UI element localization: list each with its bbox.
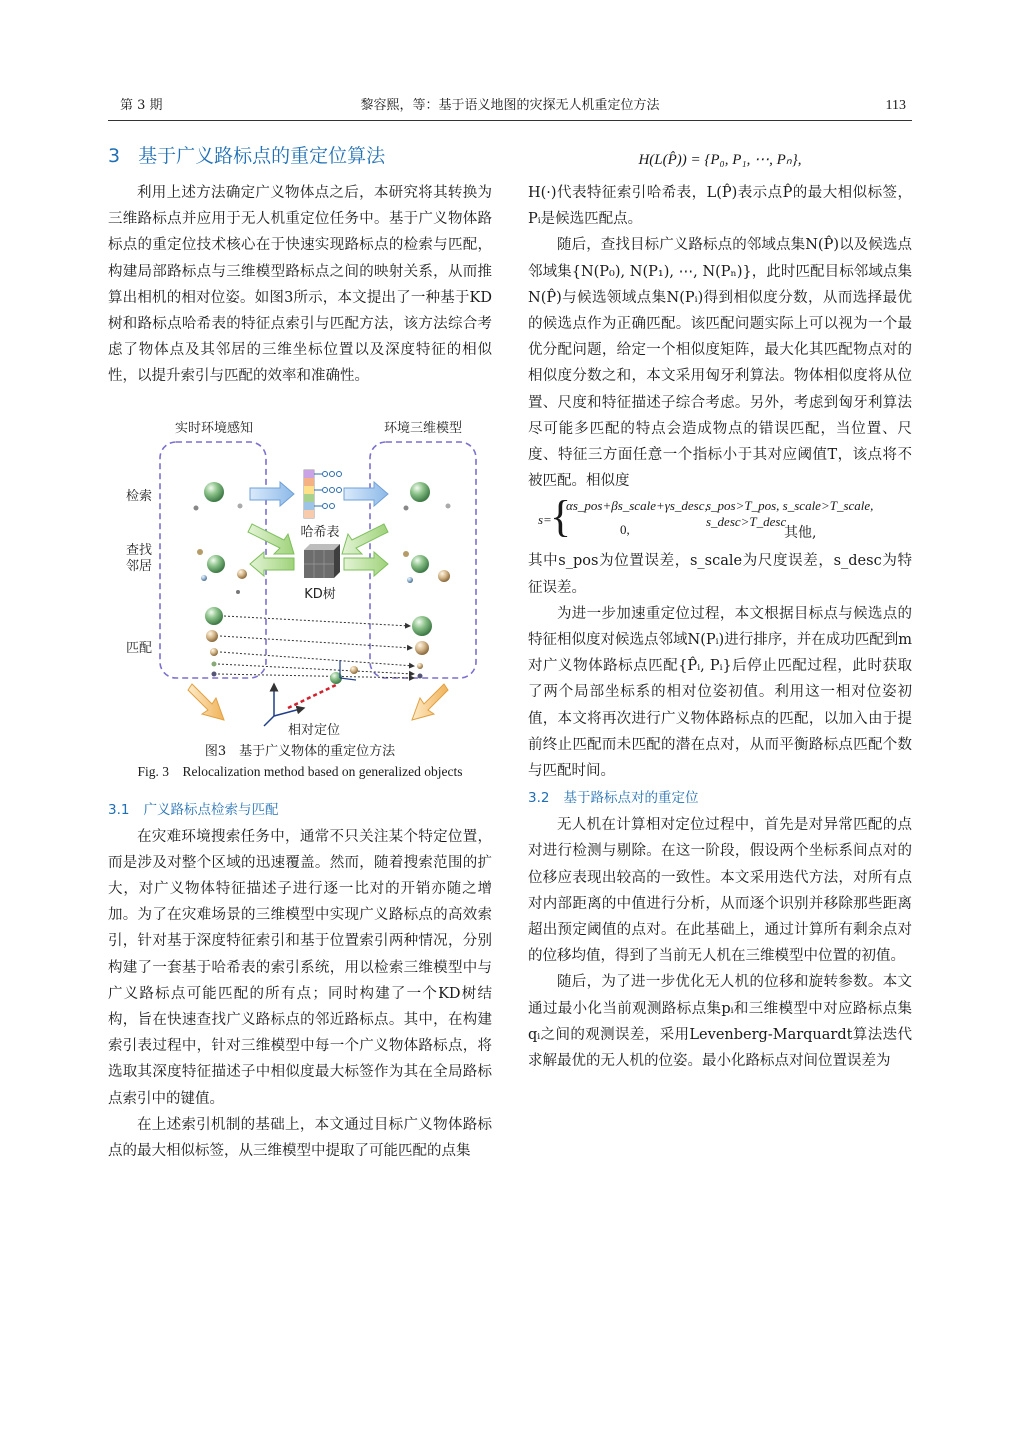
paragraph: 在灾难环境搜索任务中，通常不只关注某个特定位置，而是涉及对整个区域的迅速覆盖。然而，随着搜索范围的扩大，对广义物体特征描述子进行逐一比对的开销亦随之增加。为了在灾难场景的三维模型中实现广义路标点的高效索引，针对基于深度特征索引和基于位置索引两种情况，分别构建了一套基于哈希表的索引系统，用以检索三维模型中与广义路标点可能匹配的所有点；同时构建了一个KD树结构，旨在快速查找广义路标点的邻近路标点。其中，在构建索引表过程中，针对三维模型中每一个广义物体路标点，将选取其深度特征描述子中相似度最大标签作为其在全局路标点索引中的键值。 bbox=[108, 828, 492, 1107]
row-label-match: 匹配 bbox=[126, 640, 153, 656]
equation-hash: H(L(P̂)) = {P₀, P₁, ⋯, Pₙ}, bbox=[638, 152, 802, 168]
equation-case-2: 0, bbox=[620, 522, 630, 538]
point bbox=[194, 505, 199, 510]
to-kd-arrow-icon bbox=[248, 524, 294, 554]
sphere bbox=[415, 641, 429, 655]
point bbox=[417, 663, 423, 669]
paragraph: 为进一步加速重定位过程，本文根据目标点与候选点的特征相似度对候选点邻域N(Pᵢ)进行排序，并在成功匹配到m对广义物体路标点匹配{P̂ᵢ, Pᵢ}后停止匹配过程，此时获取了两个局部坐标系的相对位姿初值。利用这一相对位姿初值，本文将再次进行广义物体路标点的匹配，以加入由于提前终止匹配而未匹配的潜在点对，从而平衡路标点匹配个数与匹配时间。 bbox=[528, 605, 912, 780]
down-arrow-icon bbox=[412, 684, 448, 720]
left-column bbox=[108, 140, 492, 1164]
sphere bbox=[206, 630, 218, 642]
match-line bbox=[220, 652, 414, 666]
intro-paragraph: 利用上述方法确定广义物体点之后，本研究将其转换为三维路标点并应用于无人机重定位任务中。基于广义物体路标点的重定位技术核心在于快速实现路标点的检索与匹配，构建局部路标点与三维模型路标点之间的映射关系，从而推算出相机的相对位姿。如图3所示，本文提出了一种基于KD树和路标点哈希表的特征点索引与匹配方法，该方法综合考虑了物体点及其邻居的三维坐标位置以及深度特征的相似性，以提升索引与匹配的效率和准确性。 bbox=[108, 185, 492, 385]
paragraph: 无人机在计算相对定位过程中，首先是对异常匹配的点对进行检测与剔除。在这一阶段，假设两个坐标系间点对的位移应表现出较高的一致性。本文采用迭代方法，对所有点对内部距离的中值进行分析，从而逐个识别并移除那些距离超出预定阈值的点对。在此基础上，通过计算所有剩余点对的位移均值，得到了当前无人机在三维模型中位置的初值。 bbox=[528, 817, 912, 965]
subsection-heading bbox=[528, 784, 912, 812]
point bbox=[212, 671, 217, 676]
figure-caption-cn: 图3 基于广义物体的重定位方法 bbox=[204, 743, 396, 759]
row-label-retrieve: 检索 bbox=[126, 488, 153, 504]
sphere bbox=[207, 555, 225, 573]
point bbox=[418, 673, 423, 678]
equation-case-1: αs_pos+βs_scale+γs_desc, bbox=[566, 498, 708, 514]
right-column bbox=[528, 140, 912, 1074]
hash-table-icon bbox=[304, 470, 342, 518]
section-title: 基于广义路标点的重定位算法 bbox=[138, 145, 386, 167]
point bbox=[404, 505, 409, 510]
retrieve-arrow-icon bbox=[250, 482, 294, 506]
point bbox=[197, 549, 203, 555]
neighbor-arrow-icon bbox=[250, 552, 294, 576]
figure-3 bbox=[108, 408, 492, 742]
paragraph: 其中s_pos为位置误差，s_scale为尺度误差，s_desc为特征误差。 bbox=[528, 553, 912, 596]
section-number: 3 bbox=[108, 145, 121, 167]
retrieve-arrow-icon bbox=[344, 482, 388, 506]
point bbox=[407, 577, 413, 583]
paragraph: 随后，为了进一步优化无人机的位移和旋转参数。本文通过最小化当前观测路标点集pᵢ和三维模型中对应路标点集qᵢ之间的观测误差，采用Levenberg-Marquardt算法迭代求解最优的无人机的位姿。最小化路标点对间位置误差为 bbox=[528, 974, 912, 1070]
equation-case-2-condition: 其他, bbox=[784, 525, 817, 542]
sphere bbox=[411, 555, 429, 573]
brace-icon: { bbox=[550, 492, 572, 542]
paragraph: 在上述索引机制的基础上，本文通过目标广义物体路标点的最大相似标签，从三维模型中提取了可能匹配的点集 bbox=[108, 1116, 492, 1160]
equation-similarity bbox=[528, 494, 912, 548]
sphere bbox=[410, 482, 430, 502]
sphere bbox=[438, 570, 450, 582]
to-kd-arrow-icon bbox=[342, 524, 388, 554]
row-label-neighbor-2: 邻居 bbox=[126, 558, 153, 574]
hash-table-label: 哈希表 bbox=[300, 524, 340, 540]
paragraph: 随后，查找目标广义路标点的邻域点集N(P̂)以及候选点邻域集{N(P₀), N(P₁), ⋯, N(Pₙ)}，此时匹配目标邻域点集N(P̂)与候选领域点集N(Pᵢ)得到相似度分数，从而选择最优的候选点作为正确匹配。该匹配问题实际上可以视为一个最优分配问题，给定一个相似度矩阵，最大化其匹配物点对的相似度分数之和，本文采用匈牙利算法。物体相似度将从位置、尺度和特征描述子综合考虑。另外，考虑到匈牙利算法尽可能多匹配的特点会造成物点的错误匹配，当位置、尺度、特征三方面任意一个指标小于其对应阈值T，该点将不被匹配。相似度 bbox=[528, 237, 912, 490]
match-line bbox=[220, 636, 412, 648]
subsection-heading bbox=[108, 796, 492, 824]
running-header bbox=[108, 94, 912, 121]
point bbox=[238, 503, 243, 508]
point bbox=[212, 661, 217, 666]
point bbox=[236, 590, 240, 594]
kd-tree-label: KD树 bbox=[304, 586, 336, 602]
neighbor-arrow-icon bbox=[344, 552, 388, 576]
match-line bbox=[218, 664, 414, 674]
running-title: 黎容熙，等：基于语义地图的灾探无人机重定位方法 bbox=[360, 98, 660, 113]
subsection-number: 3.2 bbox=[528, 790, 550, 807]
down-arrow-icon bbox=[188, 684, 224, 720]
row-label-neighbor-1: 查找 bbox=[126, 542, 153, 558]
point bbox=[201, 575, 207, 581]
relative-pose-icon bbox=[264, 660, 358, 726]
paragraph: H(·)代表特征索引哈希表，L(P̂)表示点P̂的最大相似标签，Pᵢ是候选匹配点。 bbox=[528, 185, 912, 228]
equation-case-1-condition: s_pos>T_pos, s_scale>T_scale, s_desc>T_desc bbox=[706, 498, 874, 530]
kd-tree-icon bbox=[304, 544, 340, 578]
subsection-title: 广义路标点检索与匹配 bbox=[143, 801, 279, 818]
equation-lhs: s= bbox=[538, 512, 552, 528]
point bbox=[403, 551, 409, 557]
subsection-title: 基于路标点对的重定位 bbox=[563, 790, 699, 807]
match-line bbox=[224, 616, 410, 626]
sphere bbox=[205, 607, 223, 625]
sphere bbox=[210, 648, 218, 656]
issue-number: 第 3 期 bbox=[120, 98, 163, 113]
sphere bbox=[204, 482, 224, 502]
model-box-label: 环境三维模型 bbox=[383, 420, 463, 436]
page-number: 113 bbox=[885, 98, 906, 113]
relocalization-diagram bbox=[108, 408, 492, 742]
figure-caption-en: Fig. 3 Relocalization method based on generalized objects bbox=[137, 763, 463, 779]
relative-pose-label: 相对定位 bbox=[287, 722, 341, 738]
subsection-number: 3.1 bbox=[108, 801, 130, 818]
sphere bbox=[412, 616, 432, 636]
sphere bbox=[237, 569, 247, 579]
point bbox=[446, 503, 451, 508]
section-heading bbox=[108, 140, 492, 172]
realtime-box-label: 实时环境感知 bbox=[174, 420, 254, 436]
